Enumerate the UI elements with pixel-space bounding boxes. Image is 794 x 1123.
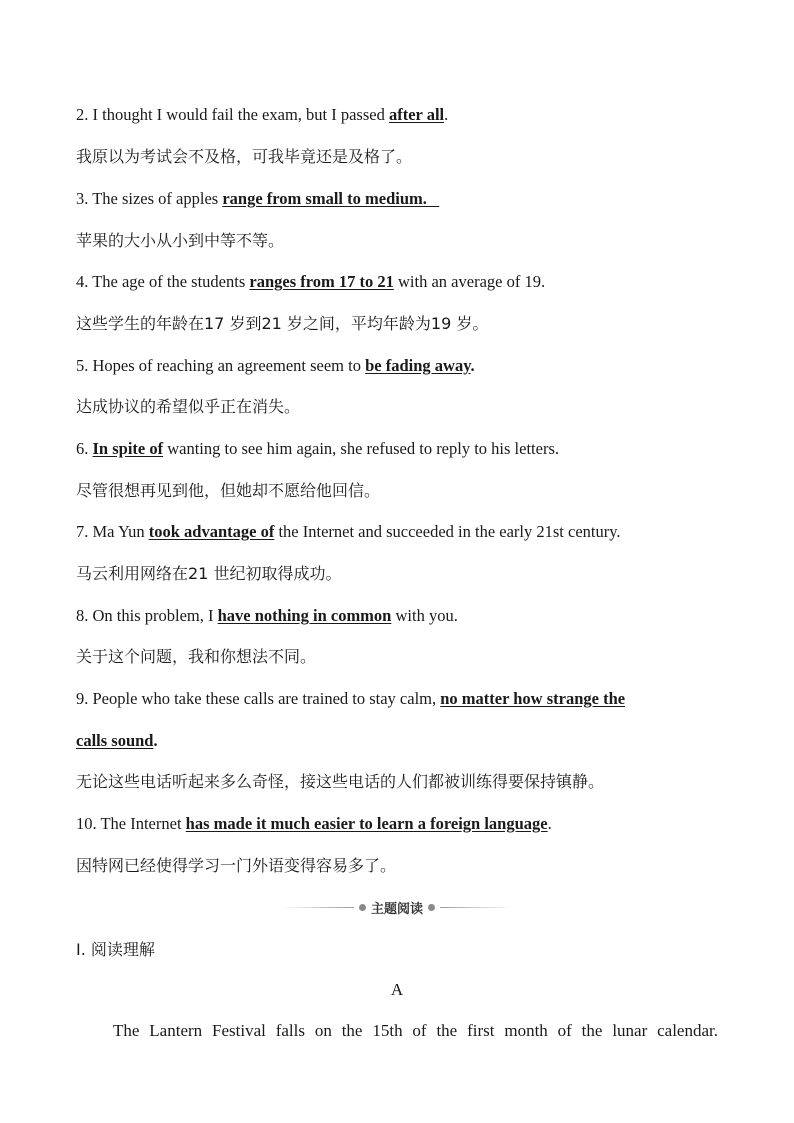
sentence-item-5: 5. Hopes of reaching an agreement seem to be fading away. (76, 356, 475, 375)
divider-rule-right (440, 907, 514, 908)
reading-comprehension-heading: Ⅰ. 阅读理解 (76, 940, 155, 959)
answer-blank: after all (388, 105, 445, 124)
translation-item-4: 这些学生的年龄在17 岁到21 岁之间，平均年龄为19 岁。 (76, 314, 489, 333)
divider-rule-left (280, 907, 354, 908)
answer-blank: be fading away (365, 356, 471, 375)
answer-blank: range from small to medium. (222, 189, 440, 208)
answer-blank: took advantage of (148, 522, 275, 541)
sentence-item-7: 7. Ma Yun took advantage of the Internet and succeeded in the early 21st century. (76, 522, 621, 541)
translation-item-2: 我原以为考试会不及格，可我毕竟还是及格了。 (76, 147, 413, 166)
passage-first-line: The Lantern Festival falls on the 15th of the first month of the lunar calendar. (113, 1021, 718, 1040)
sentence-item-2: 2. I thought I would fail the exam, but I passed after all. (76, 105, 449, 124)
answer-blank: ranges from 17 to 21 (249, 272, 394, 291)
translation-item-10: 因特网已经使得学习一门外语变得容易多了。 (76, 856, 397, 875)
answer-blank: has made it much easier to learn a foreign language (185, 814, 548, 833)
translation-item-5: 达成协议的希望似乎正在消失。 (76, 397, 301, 416)
translation-item-7: 马云利用网络在21 世纪初取得成功。 (76, 564, 342, 583)
answer-blank: have nothing in common (217, 606, 392, 625)
bullet-dot-icon (359, 904, 366, 911)
sentence-item-9-continuation: calls sound. (76, 731, 158, 750)
sentence-item-4: 4. The age of the students ranges from 17 to 21 with an average of 19. (76, 272, 546, 291)
sentence-item-3: 3. The sizes of apples range from small to medium. (76, 189, 440, 208)
translation-item-8: 关于这个问题，我和你想法不同。 (76, 647, 317, 666)
sentence-item-6: 6. In spite of wanting to see him again, she refused to reply to his letters. (76, 439, 559, 458)
answer-blank: no matter how strange the (440, 689, 626, 708)
passage-title: A (390, 980, 404, 999)
section-divider-label: 主题阅读 (371, 901, 424, 917)
translation-item-3: 苹果的大小从小到中等不等。 (76, 231, 285, 250)
answer-blank: calls sound (76, 731, 154, 750)
bullet-dot-icon (428, 904, 435, 911)
sentence-item-10: 10. The Internet has made it much easier to learn a foreign language. (76, 814, 552, 833)
section-divider (280, 896, 514, 918)
answer-blank: In spite of (92, 439, 164, 458)
sentence-item-9: 9. People who take these calls are trained to stay calm, no matter how strange the (76, 689, 626, 708)
sentence-item-8: 8. On this problem, I have nothing in common with you. (76, 606, 458, 625)
translation-item-9: 无论这些电话听起来多么奇怪，接这些电话的人们都被训练得要保持镇静。 (76, 772, 605, 791)
translation-item-6: 尽管很想再见到他，但她却不愿给他回信。 (76, 481, 381, 500)
